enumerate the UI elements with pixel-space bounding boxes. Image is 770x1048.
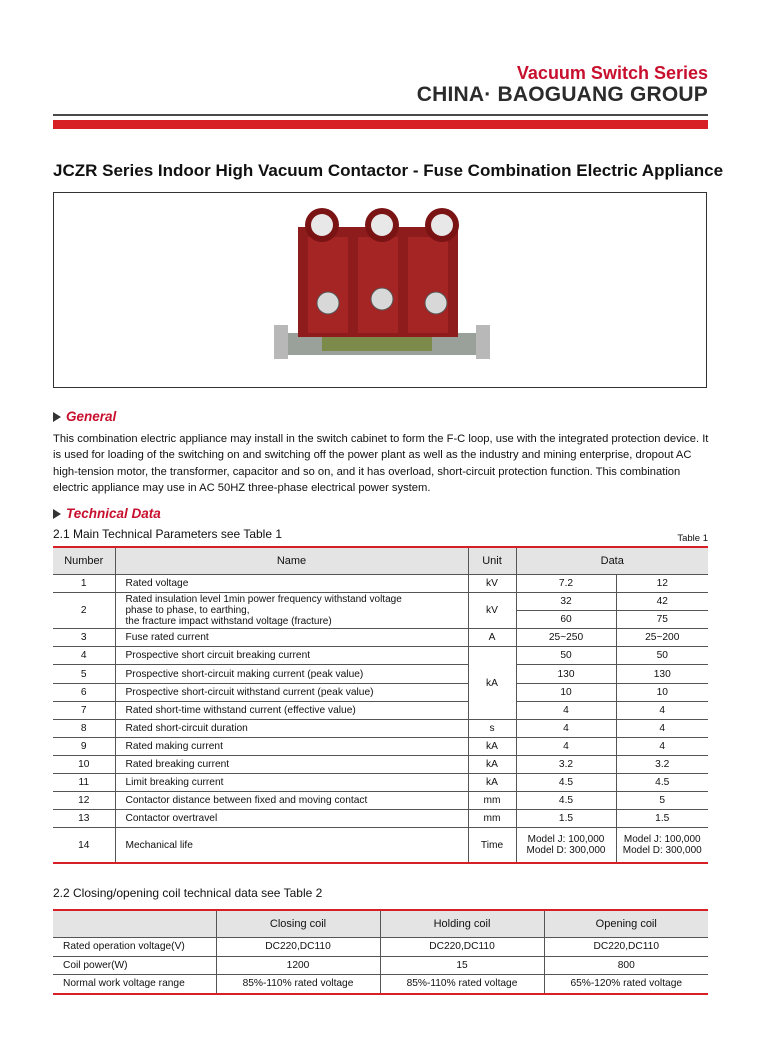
table-row: 10 Rated breaking current kA 3.2 3.2 [53, 755, 708, 773]
product-photo-frame [53, 192, 707, 388]
table-row: 11 Limit breaking current kA 4.5 4.5 [53, 774, 708, 792]
group-name: CHINA· BAOGUANG GROUP [416, 83, 708, 106]
table-row: 14 Mechanical life Time Model J: 100,000 Model D: 300,000 Model J: 100,000 Model D: 300,000 [53, 828, 708, 864]
table-row: 5 Prospective short-circuit making current (peak value) 130 130 [53, 665, 708, 683]
table-row: 12 Contactor distance between fixed and moving contact mm 4.5 5 [53, 792, 708, 810]
table-row: 1 Rated voltage kV 7.2 12 [53, 575, 708, 593]
table-row: 60 75 [53, 611, 708, 629]
parameters-table [53, 546, 708, 864]
product-photo [272, 207, 492, 367]
series-title: Vacuum Switch Series [516, 63, 708, 83]
table-row: Rated operation voltage(V) DC220,DC110 DC220,DC110 DC220,DC110 [53, 938, 708, 957]
table-row: 2 Rated insulation level 1min power frequency withstand voltage phase to phase, to earthing, the fracture impact withstand voltage (fracture) kV 32 42 [53, 593, 708, 611]
coil-table [53, 909, 708, 995]
col-number: Number [53, 547, 115, 575]
insulation-name: Rated insulation level 1min power frequency withstand voltage phase to phase, to earthing, the fracture impact withstand voltage (fracture) [115, 593, 468, 629]
technical-heading: Technical Data [53, 506, 161, 521]
arrow-icon [53, 509, 61, 519]
page-title: JCZR Series Indoor High Vacuum Contactor - Fuse Combination Electric Appliance [53, 161, 724, 180]
table-row: Normal work voltage range 85%-110% rated voltage 85%-110% rated voltage 65%-120% rated voltage [53, 975, 708, 994]
table-row: 6 Prospective short-circuit withstand current (peak value) 10 10 [53, 683, 708, 701]
header-red-band [53, 120, 708, 129]
col-unit: Unit [468, 547, 516, 575]
table-row: 4 Prospective short circuit breaking current kA 50 50 [53, 647, 708, 665]
general-heading: General [53, 409, 116, 424]
table-row: 3 Fuse rated current A 25~250 25~200 [53, 629, 708, 647]
header-divider [53, 114, 708, 116]
table-row: 7 Rated short-time withstand current (effective value) 4 4 [53, 701, 708, 719]
general-text: This combination electric appliance may install in the switch cabinet to form the F-C loop, use with the integrated protection device. It is used for loading of the switching on and switching off the power plant as well as the industry and mining enterprise, dropout AC high-tension motor, the transformer, capacitor and so on, and it has overload, short-circuit protection function. This combination electric appliance may use in AC 50HZ three-phase electrical power system. [53, 433, 709, 495]
table-row: 8 Rated short-circuit duration s 4 4 [53, 719, 708, 737]
table-header-row: Closing coil Holding coil Opening coil [53, 910, 708, 938]
table1-caption: 2.1 Main Technical Parameters see Table 1 [53, 527, 283, 541]
table-row: 13 Contactor overtravel mm 1.5 1.5 [53, 810, 708, 828]
col-data: Data [516, 547, 708, 575]
table-row: 9 Rated making current kA 4 4 [53, 737, 708, 755]
arrow-icon [53, 412, 61, 422]
col-name: Name [115, 547, 468, 575]
table1-label: Table 1 [677, 533, 708, 544]
table-header-row [53, 547, 708, 575]
table2-caption: 2.2 Closing/opening coil technical data see Table 2 [53, 886, 323, 900]
table-row: Coil power(W) 1200 15 800 [53, 956, 708, 975]
